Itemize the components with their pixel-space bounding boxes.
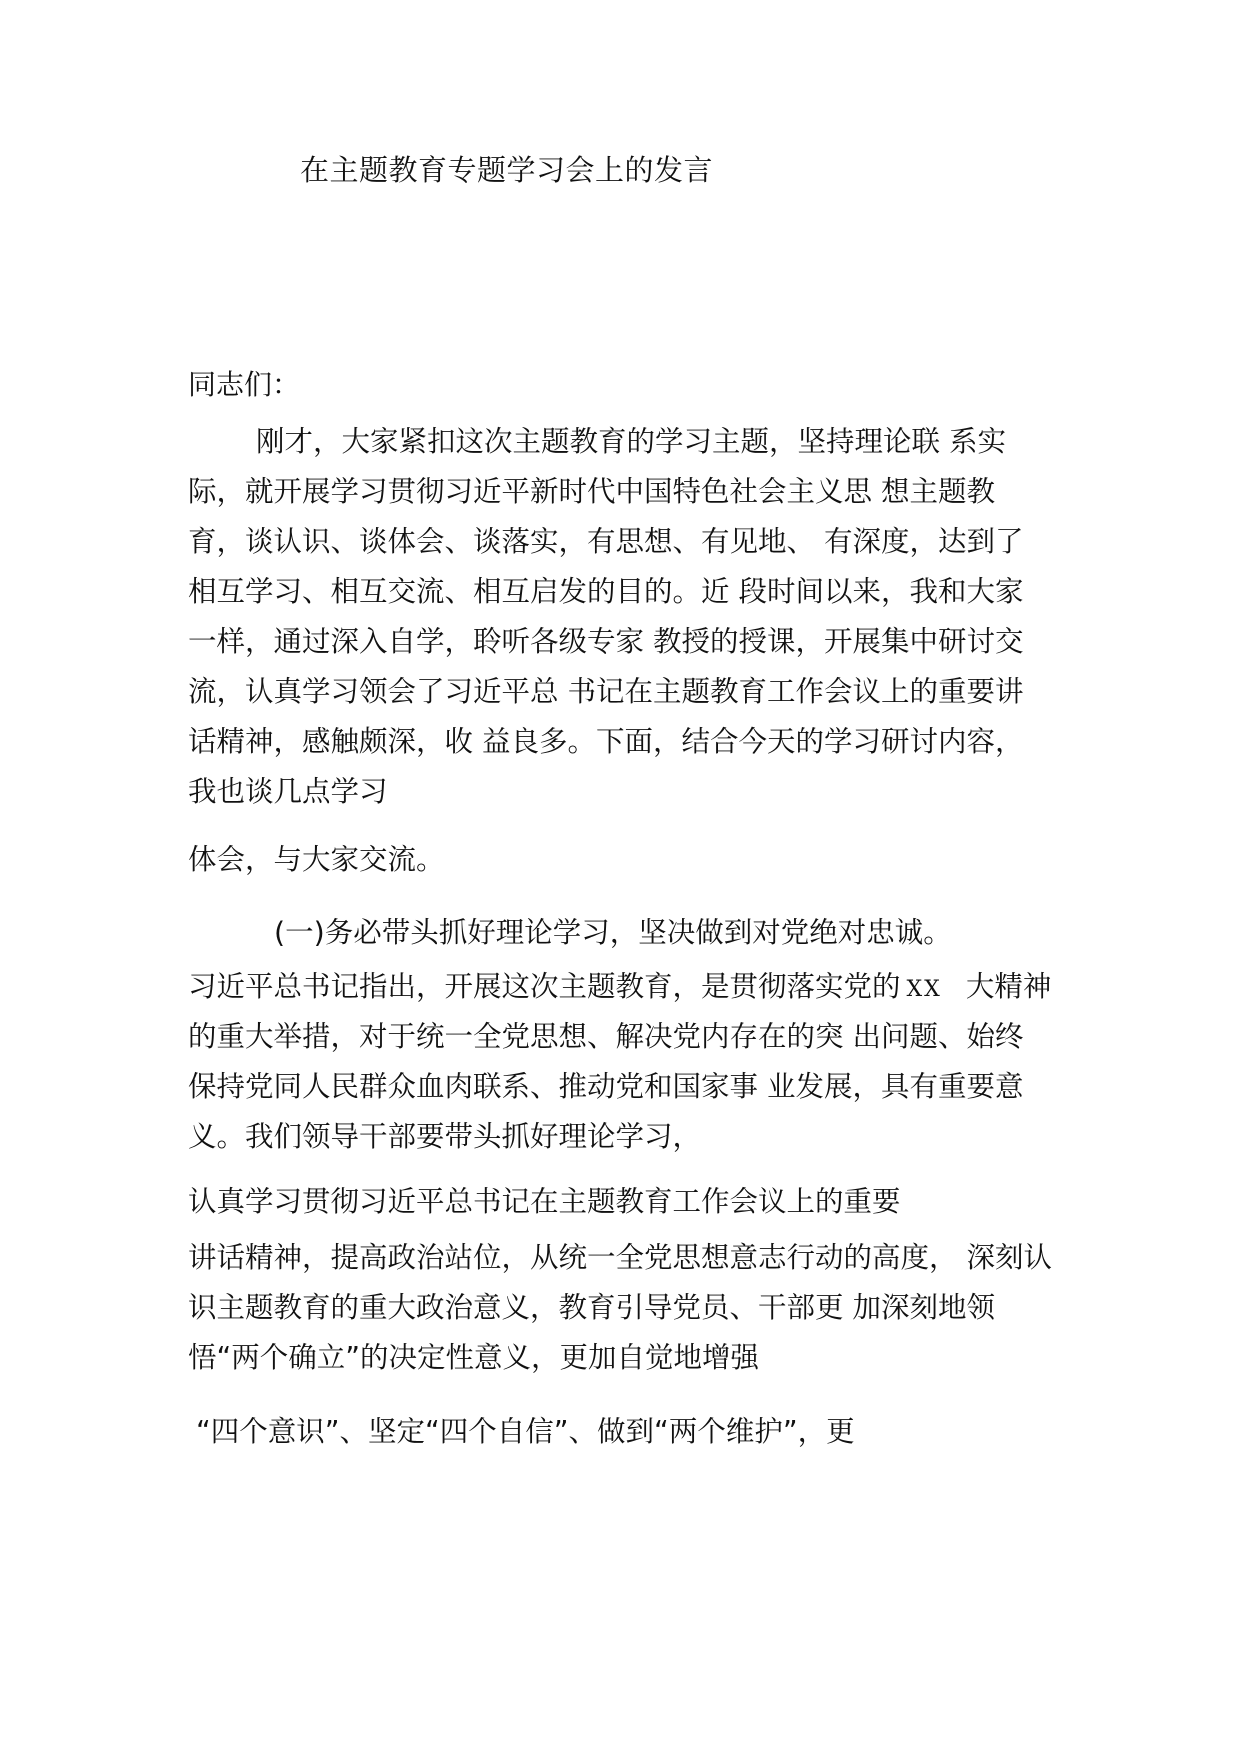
paragraph-opening (188, 417, 1068, 817)
paragraph-section-one (188, 962, 1068, 1162)
placeholder-xx: XX (906, 977, 942, 1002)
paragraph-line: 育，谈认识、谈体会、谈落实，有思想、有见地、 有深度，达到了 (188, 525, 1024, 558)
paragraph-line: 讲话精神，提高政治站位，从统一全党思想意志行动的高度， 深刻认 (188, 1241, 1053, 1274)
paragraph-line: 我也谈几点学习 (188, 775, 388, 808)
paragraph-line: 体会，与大家交流。 (188, 843, 445, 876)
paragraph-four-consciousness (196, 1407, 1076, 1457)
salutation: 同志们： (188, 368, 301, 401)
paragraph-line: 义。我们领导干部要带头抓好理论学习， (188, 1120, 702, 1153)
paragraph-line: 保持党同人民群众血肉联系、推动党和国家事 业发展，具有重要意 (188, 1070, 1024, 1103)
paragraph-speech (188, 1233, 1068, 1383)
paragraph-line: 流，认真学习领会了习近平总 书记在主题教育工作会议上的重要讲 (188, 675, 1024, 708)
paragraph-line: 悟“两个确立”的决定性意义，更加自觉地增强 (188, 1341, 760, 1374)
document-title: 在主题教育专题学习会上的发言 (300, 153, 714, 187)
paragraph-line: 相互学习、相互交流、相互启发的目的。近 段时间以来，我和大家 (188, 575, 1024, 608)
paragraph-study (188, 1177, 1068, 1227)
paragraph-line: 话精神，感触颇深，收 益良多。下面，结合今天的学习研讨内容， (188, 725, 1024, 758)
paragraph-line: 刚才，大家紧扣这次主题教育的学习主题，坚持理论联 系实 (256, 425, 1007, 458)
paragraph-line: 认真学习贯彻习近平总书记在主题教育工作会议上的重要 (188, 1185, 901, 1218)
paragraph-continuation (188, 835, 1068, 885)
paragraph-line: 际，就开展学习贯彻习近平新时代中国特色社会主义思 想主题教 (188, 475, 996, 508)
line-text: 大精神 (965, 970, 1052, 1003)
line-text: 习近平总书记指出，开展这次主题教育，是贯彻落实党的 (188, 970, 901, 1003)
paragraph-line: “四个意识”、坚定“四个自信”、做到“两个维护”，更 (196, 1415, 855, 1448)
section-heading-text: (一)务必带头抓好理论学习，坚决做到对党绝对忠诚。 (274, 916, 952, 949)
paragraph-line (188, 962, 1068, 1012)
paragraph-line: 一样，通过深入自学，聆听各级专家 教授的授课，开展集中研讨交 (188, 625, 1024, 658)
paragraph-line: 识主题教育的重大政治意义，教育引导党员、干部更 加深刻地领 (188, 1291, 996, 1324)
paragraph-line: 的重大举措，对于统一全党思想、解决党内存在的突 出问题、始终 (188, 1020, 1024, 1053)
section-heading (188, 908, 1074, 958)
